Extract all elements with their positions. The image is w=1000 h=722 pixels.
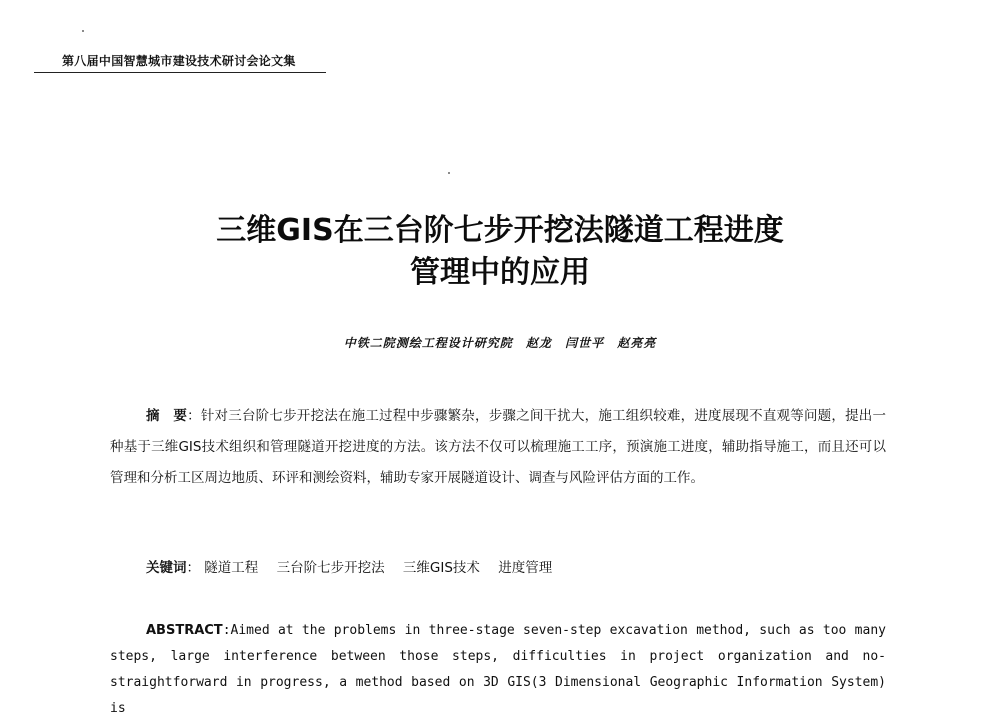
keyword: 隧道工程 [204, 560, 259, 576]
author-institution: 中铁二院测绘工程设计研究院 [343, 336, 513, 350]
abstract-label: 摘 要 [146, 408, 188, 424]
keyword: 三台阶七步开挖法 [276, 560, 385, 576]
paper-title [0, 210, 1000, 294]
keywords-line: 关键词： 隧道工程 三台阶七步开挖法 三维GIS技术 进度管理 [146, 560, 553, 576]
running-header: 第八届中国智慧城市建设技术研讨会论文集 [62, 54, 296, 68]
keywords-label: 关键词 [146, 560, 187, 576]
scan-speck [82, 30, 84, 32]
english-abstract-text: Aimed at the problems in three-stage seven-step excavation method, such as too many steps, large interference between those steps, difficulties in project organization and no-straightforward in progress, a method based on 3D GIS(3 Dimensional Geographic Information System) is [110, 623, 886, 716]
title-line-2: 管理中的应用 [410, 255, 590, 290]
header-rule [34, 72, 326, 73]
author-name: 赵亮亮 [617, 336, 657, 350]
scan-speck [448, 172, 450, 174]
author-name: 闫世平 [565, 336, 605, 350]
abstract-text: 针对三台阶七步开挖法在施工过程中步骤繁杂，步骤之间干扰大，施工组织较难，进度展现不直观等问题，提出一种基于三维GIS技术组织和管理隧道开挖进度的方法。该方法不仅可以梳理施工工序，预演施工进度，辅助指导施工，而且还可以管理和分析工区周边地质、环评和测绘资料，辅助专家开展隧道设计、调查与风险评估方面的工作。 [110, 408, 887, 486]
english-abstract: ABSTRACT:Aimed at the problems in three-stage seven-step excavation method, such as too many steps, large interference between those steps, difficulties in project organization and no-straightforward in progress, a method based on 3D GIS(3 Dimensional Geographic Information System) is [110, 623, 886, 716]
author-name: 赵龙 [525, 336, 552, 350]
keyword: 进度管理 [498, 560, 553, 576]
author-line [0, 334, 1000, 351]
title-line-1: 三维GIS在三台阶七步开挖法隧道工程进度 [216, 213, 784, 248]
english-abstract-label: ABSTRACT [146, 623, 223, 638]
keyword: 三维GIS技术 [402, 560, 480, 576]
chinese-abstract: 摘 要：针对三台阶七步开挖法在施工过程中步骤繁杂，步骤之间干扰大，施工组织较难，进度展现不直观等问题，提出一种基于三维GIS技术组织和管理隧道开挖进度的方法。该方法不仅可以梳理施工工序，预演施工进度，辅助指导施工，而且还可以管理和分析工区周边地质、环评和测绘资料，辅助专家开展隧道设计、调查与风险评估方面的工作。 [110, 408, 887, 486]
